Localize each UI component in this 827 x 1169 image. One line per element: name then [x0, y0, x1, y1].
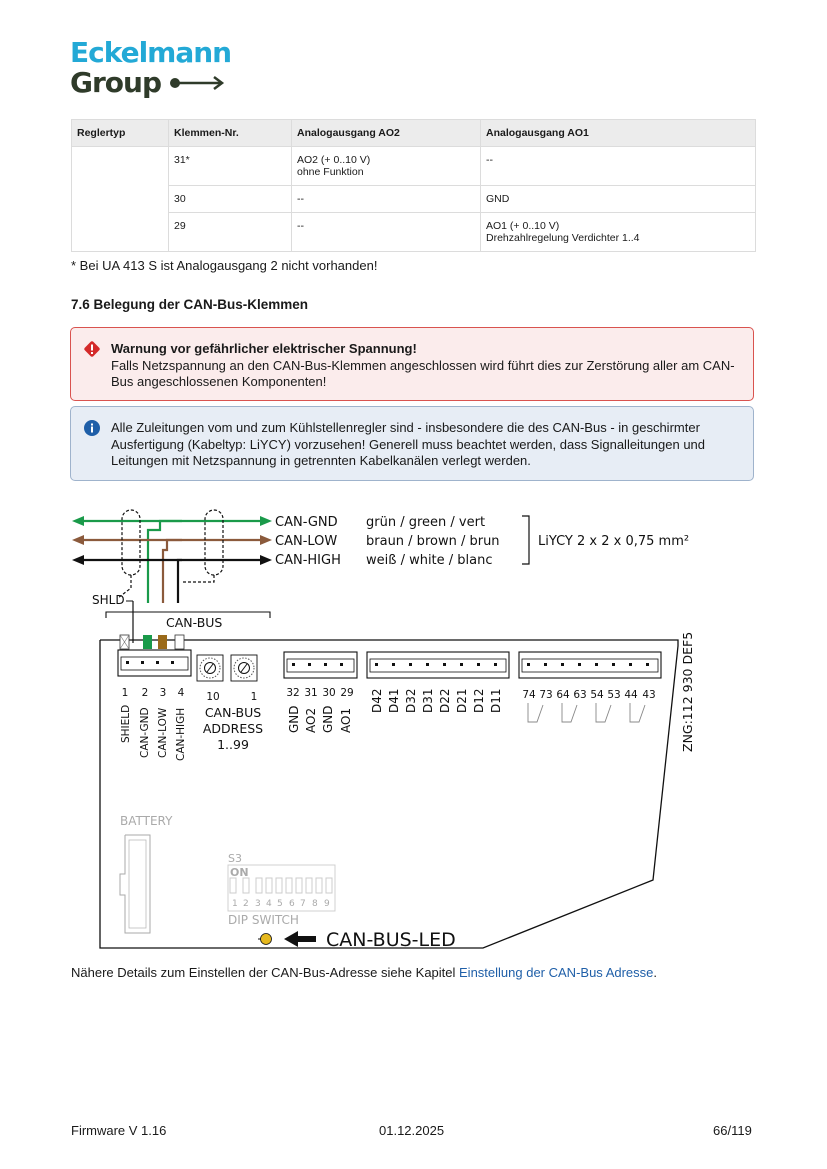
logo-arrow-icon: [169, 76, 227, 90]
drawing-number: ZNG:112 930 DEF5: [680, 631, 695, 752]
warning-box: [70, 327, 754, 401]
table-cell: AO1 (+ 0..10 V) Drehzahlregelung Verdichter 1..4: [481, 213, 756, 252]
terminal-label: CAN-GND: [139, 707, 151, 758]
table-cell: 30: [169, 186, 292, 213]
wire-name-label: CAN-HIGH: [275, 553, 341, 568]
terminal-number: 64: [556, 689, 570, 701]
dip-on-label: ON: [230, 866, 249, 879]
address-digit-label: 1: [250, 691, 258, 703]
terminal-number: 73: [539, 689, 553, 701]
footer-firmware: Firmware V 1.16: [71, 1123, 167, 1138]
terminal-label: D22: [438, 688, 452, 713]
ao-connector: [284, 652, 357, 678]
wire-color-label: grün / green / vert: [366, 515, 486, 530]
terminal-label: D31: [421, 688, 435, 713]
terminal-number: 32: [286, 687, 300, 699]
cable-type-label: LiYCY 2 x 2 x 0,75 mm²: [538, 534, 690, 549]
warning-text: Falls Netzspannung an den CAN-Bus-Klemmen angeschlossen wird führt dies zur Zerstörung aller am CAN-Bus angeschlossenen Komponenten!: [111, 357, 735, 389]
dip-number: 1: [232, 899, 238, 909]
wire-color-label: braun / brown / brun: [366, 534, 500, 549]
terminal-number: 53: [607, 689, 621, 701]
table-cell: --: [481, 147, 756, 186]
terminal-label: D42: [370, 688, 384, 713]
terminal-label: SHIELD: [120, 704, 132, 743]
battery-holder: [120, 835, 150, 933]
led-arrow-icon: [284, 931, 316, 947]
company-logo: [70, 38, 231, 98]
terminal-number: 44: [624, 689, 638, 701]
info-icon: [83, 419, 101, 437]
terminal-label: D21: [455, 688, 469, 713]
table-cell: [72, 147, 169, 252]
terminal-label: GND: [321, 705, 335, 733]
section-title: 7.6 Belegung der CAN-Bus-Klemmen: [71, 297, 309, 312]
terminal-label: AO2: [304, 707, 318, 733]
terminal-number: 30: [322, 687, 336, 699]
shld-label: SHLD: [92, 593, 125, 607]
led-label: CAN-BUS-LED: [326, 929, 456, 951]
address-text: ADDRESS: [202, 721, 264, 736]
canbus-bracket-label: CAN-BUS: [166, 615, 223, 630]
terminal-number: 63: [573, 689, 587, 701]
address-digit-label: 10: [206, 691, 220, 703]
led-icon: [258, 934, 272, 945]
dip-switch-label: DIP SWITCH: [228, 913, 299, 927]
terminal-label: GND: [287, 705, 301, 733]
terminal-number: 54: [590, 689, 604, 701]
dip-number: 9: [324, 899, 330, 909]
table-row: [72, 213, 756, 252]
terminal-label: CAN-LOW: [157, 707, 169, 758]
dip-number: 4: [266, 899, 272, 909]
wire-name-label: CAN-LOW: [275, 534, 338, 549]
terminal-label: AO1: [339, 707, 353, 733]
table-cell: GND: [481, 186, 756, 213]
dip-number: 3: [255, 899, 261, 909]
dip-number: 2: [243, 899, 249, 909]
terminal-label: D41: [387, 688, 401, 713]
terminal-number: 3: [159, 687, 167, 699]
col-header: Analogausgang AO1: [481, 120, 756, 147]
terminal-number: 43: [642, 689, 656, 701]
info-text: Alle Zuleitungen vom und zum Kühlstellenregler sind - insbesondere die des CAN-Bus - in geschirmter Ausfertigung (Kabeltyp: LiYCY) vorzusehen! Generell muss beachtet werden, dass Signalleitungen und Leitungen mit Netzspannung in getrennten Kabelkanälen verlegt werden.: [111, 420, 706, 468]
col-header: Reglertyp: [72, 120, 169, 147]
wire-name-label: CAN-GND: [275, 515, 338, 530]
table-footnote: * Bei UA 413 S ist Analogausgang 2 nicht vorhanden!: [71, 258, 378, 273]
terminal-number: 74: [522, 689, 536, 701]
address-rotary-switches: [197, 655, 257, 681]
table-row: [72, 186, 756, 213]
table-cell: AO2 (+ 0..10 V) ohne Funktion: [292, 147, 481, 186]
dip-number: 8: [312, 899, 318, 909]
table-cell: --: [292, 186, 481, 213]
table-row: [72, 147, 756, 186]
can-connector: [118, 635, 191, 676]
digital-input-connector: [367, 652, 509, 678]
board-outline: [100, 640, 678, 948]
terminal-number: 29: [340, 687, 354, 699]
terminal-number: 2: [141, 687, 149, 699]
dip-number: 7: [300, 899, 306, 909]
analog-output-table: [71, 119, 756, 252]
footer-date: 01.12.2025: [379, 1123, 445, 1138]
terminal-label: D11: [489, 688, 503, 713]
terminal-number: 1: [121, 687, 129, 699]
battery-label: BATTERY: [120, 814, 173, 828]
logo-line1: Eckelmann: [70, 36, 232, 69]
can-bus-wiring-diagram: [70, 500, 710, 960]
terminal-label: D12: [472, 688, 486, 713]
table-header-row: [72, 120, 756, 147]
wire-color-label: weiß / white / blanc: [366, 553, 493, 568]
terminal-label: D32: [404, 688, 418, 713]
logo-line2: Group: [70, 66, 162, 99]
terminal-number: 4: [177, 687, 185, 699]
s3-label: S3: [228, 852, 242, 865]
relay-connector: [519, 652, 661, 722]
table-cell: --: [292, 213, 481, 252]
dip-number: 6: [289, 899, 295, 909]
dip-number: 5: [277, 899, 283, 909]
terminal-number: 31: [304, 687, 318, 699]
terminal-label: CAN-HIGH: [175, 707, 187, 761]
chapter-link[interactable]: Einstellung der CAN-Bus Adresse: [459, 965, 654, 980]
table-cell: 29: [169, 213, 292, 252]
col-header: Klemmen-Nr.: [169, 120, 292, 147]
footer-page-number: 66/119: [713, 1123, 752, 1138]
address-text: CAN-BUS: [204, 705, 262, 720]
warning-title: Warnung vor gefährlicher elektrischer Spannung!: [111, 341, 417, 356]
table-cell: 31*: [169, 147, 292, 186]
bottom-note: Nähere Details zum Einstellen der CAN-Bus-Adresse siehe Kapitel Einstellung der CAN-Bus Adresse.: [71, 965, 658, 980]
address-text: 1..99: [217, 737, 249, 752]
info-box: [70, 406, 754, 481]
col-header: Analogausgang AO2: [292, 120, 481, 147]
warning-diamond-icon: [83, 340, 101, 358]
